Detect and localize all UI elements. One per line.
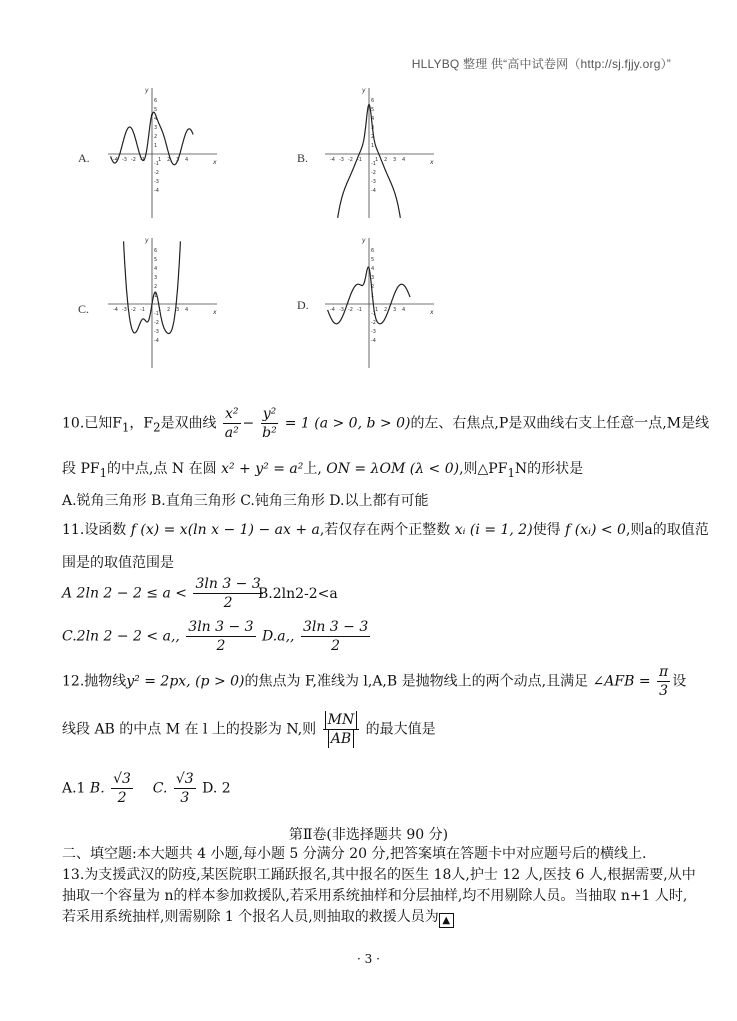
page-number: · 3 · — [357, 952, 380, 966]
graph-c-y-tick: 5 — [154, 257, 158, 263]
q13-line2: 抽取一个容量为 n的样本参加救援队,若采用系统抽样和分层抽样,均不用剔除人员。当抽取 n+1 人时, — [62, 888, 688, 904]
q10-options: A.锐角三角形 B.直角三角形 C.钝角三角形 D.以上都有可能 — [62, 493, 429, 509]
graph-b-x-tick: -2 — [348, 157, 353, 163]
graph-b-y-tick: 2 — [371, 134, 375, 140]
graph-c-label: C. — [78, 302, 90, 316]
answer-blank[interactable]: ▲ — [439, 913, 454, 928]
graph-b-y-tick: 4 — [371, 116, 375, 122]
graph-c-y-label: y — [145, 237, 149, 244]
graph-a-x-tick: -1 — [140, 157, 145, 163]
graph-a-x-label: x — [213, 159, 217, 166]
graph-a-label: A. — [78, 151, 90, 165]
graph-c-x-tick: 4 — [185, 307, 189, 313]
graph-d-y-tick: -3 — [371, 329, 376, 335]
graph-c-x-tick: -4 — [113, 307, 118, 313]
graph-a-y-tick: 1 — [154, 143, 158, 149]
section-title: 第Ⅱ卷(非选择题共 90 分) — [288, 827, 449, 843]
graph-b-x-tick: -3 — [339, 157, 344, 163]
q11-line1: 11.设函数 f (x) = x(ln x − 1) − ax + a,若仅存在两个正整数 xᵢ (i = 1, 2)使得 f (xᵢ) < 0,则a的取值范 — [62, 522, 709, 538]
graph-c-x-tick: 3 — [176, 307, 180, 313]
q12-line1: 12.抛物线y² = 2px, (p > 0)的焦点为 F,准线为 l,A,B 是抛物线上的两个动点,且满足 ∠AFB = $\frac{\pi}{3}$ 设 — [62, 664, 687, 699]
q12-line2: 线段 AB 的中点 M 在 l 上的投影为 N,则 $\frac{MN}{AB}$ 的最大值是 — [62, 712, 436, 747]
graph-c-y-tick: -2 — [154, 320, 159, 326]
graph-b-y-tick: 1 — [371, 143, 375, 149]
graph-b-y-tick: -3 — [371, 179, 376, 185]
graph-b-y-tick: 5 — [371, 107, 375, 113]
graph-d-y-tick: 6 — [371, 248, 375, 254]
graph-a-x-tick: 3 — [176, 157, 180, 163]
graph-a-y-tick: -4 — [154, 188, 159, 194]
q11-option-c: C.2ln 2 − 2 < a,, $\frac{3\ln 3 - 3}{2}$ D.a,, $\frac{3\ln 3 - 3}{2}$ — [62, 619, 369, 654]
q10-frac-y: $\frac{\text{y²}}{\text{b²}}$ — [262, 406, 277, 441]
graph-c-y-tick: 1 — [154, 293, 158, 299]
graph-a-x-tick: 1 — [158, 157, 162, 163]
graph-b-y-label: y — [362, 87, 366, 94]
q10-frac-x: $\frac{\text{x²}}{\text{a²}}$ — [224, 406, 239, 441]
graph-d-x-tick: 4 — [402, 307, 406, 313]
graph-a-y-tick: 3 — [154, 125, 158, 131]
q11-line2: 围是的取值范围是 — [62, 555, 174, 571]
graph-d-y-label: y — [362, 237, 366, 244]
graph-d-x-label: x — [430, 309, 434, 316]
q13-line1: 13.为支援武汉的防疫,某医院职工踊跃报名,其中报名的医生 18人,护士 12 人,医技 6 人,根据需要,从中 — [62, 867, 696, 883]
graph-b-y-tick: -1 — [371, 161, 376, 167]
part2-intro: 二、填空题:本大题共 4 小题,每小题 5 分满分 20 分,把答案填在答题卡中对应题号后的横线上. — [62, 846, 647, 862]
graph-d-y-tick: 3 — [371, 275, 375, 281]
graph-d-y-tick: -4 — [371, 338, 376, 344]
graph-c-x-tick: 2 — [167, 307, 171, 313]
graph-a-x-tick: -4 — [113, 157, 118, 163]
graph-b — [325, 82, 440, 222]
page-header: HLLYBQ 整理 供“高中试卷网（http://sj.fjjy.org）” — [411, 57, 671, 71]
graph-c-x-tick: 1 — [158, 307, 162, 313]
graph-c-x-tick: -2 — [131, 307, 136, 313]
graph-b-x-tick: -4 — [330, 157, 335, 163]
q11-option-a: A 2ln 2 − 2 ≤ a < $\frac{3\ln 3 - 3}{2}$ — [62, 576, 261, 611]
graph-d-x-tick: 2 — [384, 307, 388, 313]
q10-line1: 10.已知$F_1$，$F_2$是双曲线 $\frac{\text{x²}}{\text{a²}}$ − $\frac{\text{y²}}{\text{b²}}$ = 1 (a > 0, b > 0)的左、右焦点,P是双曲线右支上任意一点,M是线 — [62, 406, 710, 441]
graph-a-y-tick: 5 — [154, 107, 158, 113]
q13-line3: 若采用系统抽样,则需剔除 1 个报名人员,则抽取的救援人员为 ▲ — [62, 908, 454, 928]
graph-d-x-tick: 3 — [393, 307, 397, 313]
graph-a-y-tick: -3 — [154, 179, 159, 185]
graph-c-x-tick: -3 — [122, 307, 127, 313]
graph-b-y-tick: 6 — [371, 98, 375, 104]
graph-b-label: B. — [297, 151, 309, 165]
q11-option-b: B.2ln2-2<a — [258, 586, 338, 602]
graph-d-y-tick: -1 — [371, 311, 376, 317]
graph-a-y-tick: 4 — [154, 116, 158, 122]
graph-c-y-tick: 3 — [154, 275, 158, 281]
graph-d-x-tick: -2 — [348, 307, 353, 313]
graph-b-x-tick: 3 — [393, 157, 397, 163]
graph-a-x-tick: 2 — [167, 157, 171, 163]
graph-c-y-tick: 2 — [154, 284, 158, 290]
graph-d-label: D. — [297, 298, 309, 312]
graph-c-x-label: x — [213, 309, 217, 316]
graph-c-y-tick: 6 — [154, 248, 158, 254]
graph-b-y-tick: 3 — [371, 125, 375, 131]
graph-b-x-tick: -1 — [357, 157, 362, 163]
graph-a-y-tick: 2 — [154, 134, 158, 140]
graph-a-x-tick: 4 — [185, 157, 189, 163]
graph-d-x-tick: -3 — [339, 307, 344, 313]
graph-a-y-tick: 6 — [154, 98, 158, 104]
graph-a-y-label: y — [145, 87, 149, 94]
graph-c-y-tick: -4 — [154, 338, 159, 344]
graph-d-y-tick: 5 — [371, 257, 375, 263]
graph-a-x-tick: -2 — [131, 157, 136, 163]
graph-b-x-tick: 2 — [384, 157, 388, 163]
graph-a-x-tick: -3 — [122, 157, 127, 163]
graph-c-y-tick: -3 — [154, 329, 159, 335]
graph-c-y-tick: 4 — [154, 266, 158, 272]
graph-b-x-tick: 4 — [402, 157, 406, 163]
q10-line2: 段 $PF_1$的中点,点 N 在圆 x² + y² = a²上, ON = λOM (λ < 0),则$\triangle PF_1N$的形状是 — [62, 461, 584, 480]
graph-c-y-tick: -1 — [154, 311, 159, 317]
graph-a-y-tick: -1 — [154, 161, 159, 167]
graph-d-x-tick: -1 — [357, 307, 362, 313]
graph-d-y-tick: 1 — [371, 293, 375, 299]
graph-d — [325, 232, 440, 372]
graph-d-y-tick: 4 — [371, 266, 375, 272]
graph-d-y-tick: 2 — [371, 284, 375, 290]
graph-d-x-tick: 1 — [375, 307, 379, 313]
graph-b-y-tick: -4 — [371, 188, 376, 194]
graph-c-x-tick: -1 — [140, 307, 145, 313]
graph-b-x-label: x — [430, 159, 434, 166]
q12-options: A.1 B. $\frac{√3}{2}$ C. $\frac{√3}{3}$ D. 2 — [62, 771, 231, 806]
graph-a — [108, 82, 223, 222]
graph-d-y-tick: -2 — [371, 320, 376, 326]
graph-d-x-tick: -4 — [330, 307, 335, 313]
graph-b-x-tick: 1 — [375, 157, 379, 163]
graph-b-y-tick: -2 — [371, 170, 376, 176]
graph-c — [108, 232, 223, 372]
graph-a-y-tick: -2 — [154, 170, 159, 176]
